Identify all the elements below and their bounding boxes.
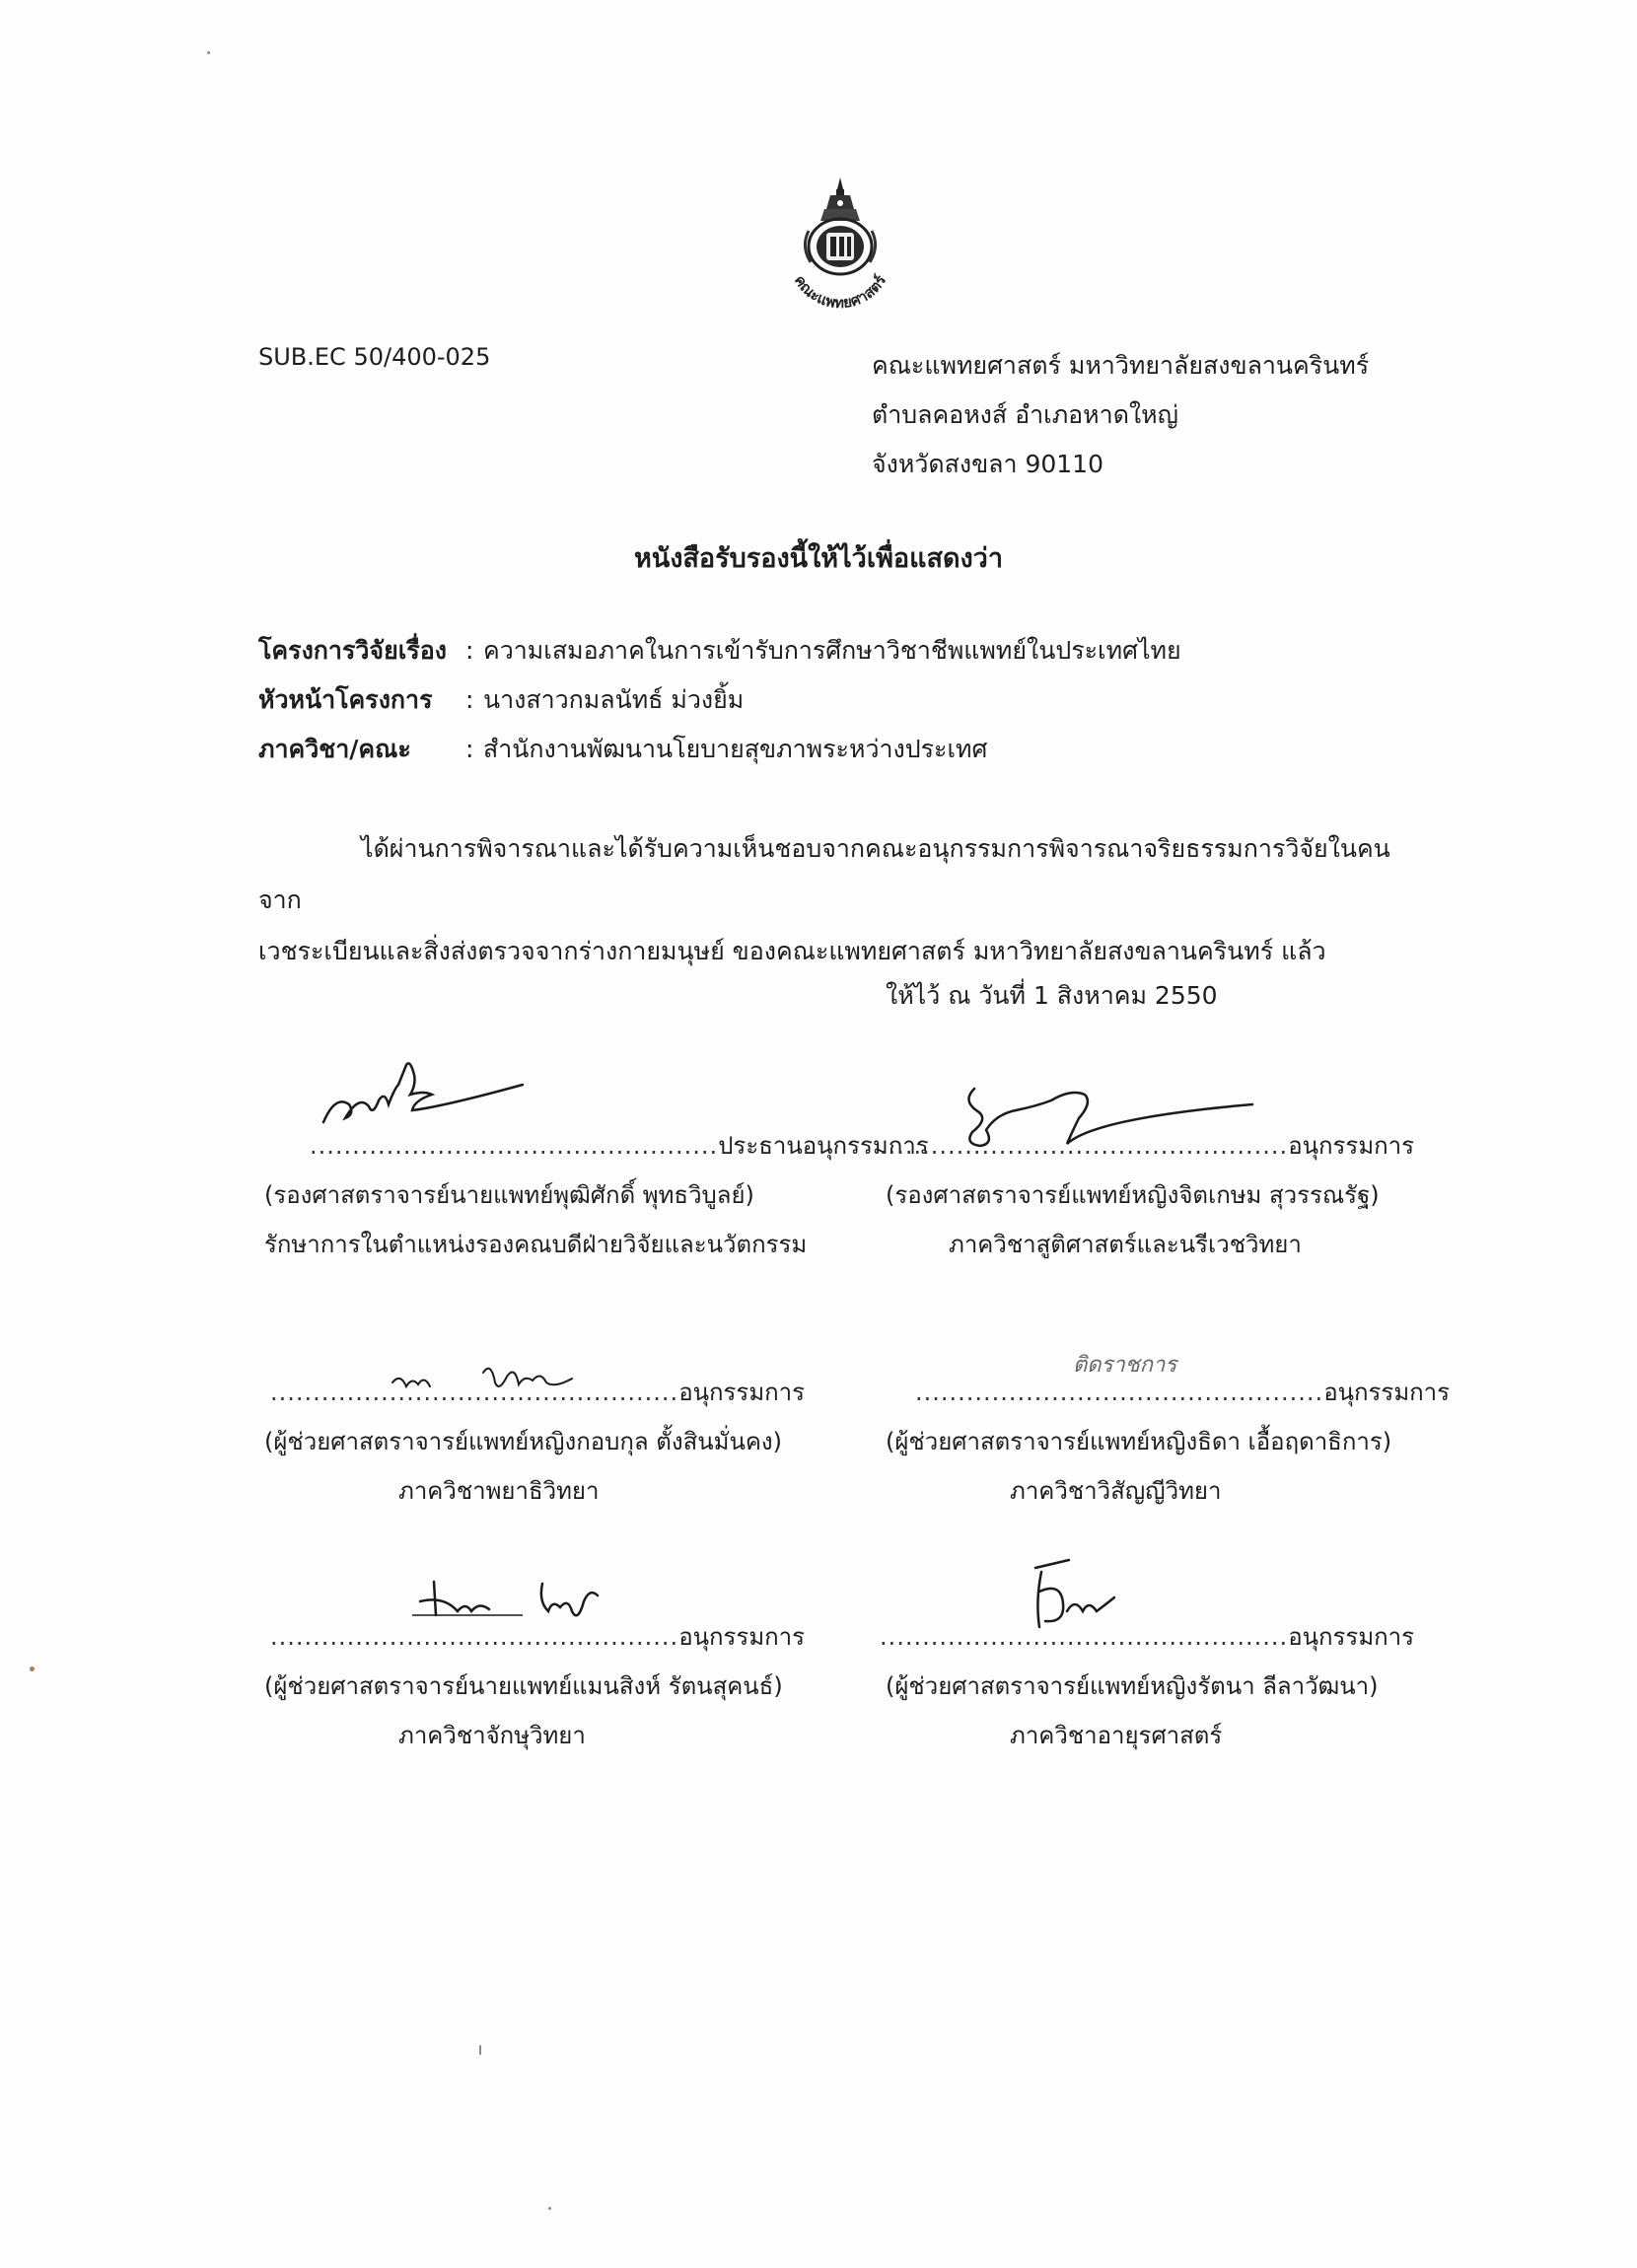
signature-dots: ................................................ [880, 1132, 1289, 1160]
project-head-row [258, 680, 744, 720]
project-title-label: โครงการวิจัยเรื่อง [258, 636, 447, 665]
body-line-2: เวชระเบียนและสิ่งส่งตรวจจากร่างกายมนุษย์ ของคณะแพทยศาสตร์ มหาวิทยาลัยสงขลานครินทร์ แล้ว [258, 937, 1326, 965]
separator: : [465, 735, 474, 763]
seal-text: คณะแพทยศาสตร์ [790, 271, 890, 313]
signature-3-name: (ผู้ช่วยศาสตราจารย์แพทย์หญิงกอบกุล ตั้งสินมั่นคง) [264, 1428, 782, 1455]
signature-dots: ................................................ [880, 1623, 1289, 1651]
project-dept-label: ภาควิชา/คณะ [258, 735, 411, 763]
signature-4-name: (ผู้ช่วยศาสตราจารย์แพทย์หญิงธิดา เอื้อฤดาธิการ) [886, 1428, 1392, 1455]
signature-4-role: อนุกรรมการ [1323, 1379, 1451, 1406]
signature-1-department: รักษาการในตำแหน่งรองคณบดีฝ่ายวิจัยและนวัตกรรม [264, 1231, 808, 1258]
separator: : [465, 636, 474, 665]
body-paragraph [258, 823, 1422, 977]
signature-6-role: อนุกรรมการ [1288, 1623, 1415, 1651]
signature-5-department: ภาควิชาจักษุวิทยา [398, 1722, 586, 1749]
signature-3-department: ภาควิชาพยาธิวิทยา [398, 1477, 600, 1505]
address-line-3: จังหวัดสงขลา 90110 [872, 450, 1103, 478]
faculty-seal-icon [771, 176, 909, 333]
signature-3-line [270, 1373, 805, 1411]
project-dept-value: สำนักงานพัฒนานโยบายสุขภาพระหว่างประเทศ [483, 735, 988, 763]
project-dept-row [258, 730, 987, 769]
signature-4-handwritten-note: ติดราชการ [1073, 1353, 1177, 1378]
signature-6-line [880, 1617, 1414, 1656]
signature-5-line [270, 1617, 805, 1656]
address-line-2: ตำบลคอหงส์ อำเภอหาดใหญ่ [872, 400, 1178, 429]
signature-5-role: อนุกรรมการ [678, 1623, 806, 1651]
project-head-label: หัวหน้าโครงการ [258, 685, 433, 714]
signature-4-line [915, 1373, 1450, 1411]
issue-date: ให้ไว้ ณ วันที่ 1 สิงหาคม 2550 [886, 981, 1218, 1010]
scan-speck [30, 1666, 35, 1671]
signature-2-name: (รองศาสตราจารย์แพทย์หญิงจิตเกษม สุวรรณรัฐ) [886, 1181, 1380, 1209]
body-line-1: ได้ผ่านการพิจารณาและได้รับความเห็นชอบจากคณะอนุกรรมการพิจารณาจริยธรรมการวิจัยในคนจาก [258, 834, 1390, 914]
signature-1-image [316, 1045, 533, 1134]
scan-speck [548, 2207, 551, 2210]
certificate-title: หนังสือรับรองนี้ให้ไว้เพื่อแสดงว่า [633, 543, 1004, 574]
project-title-row [258, 631, 1181, 671]
signature-1-name: (รองศาสตราจารย์นายแพทย์พุฒิศักดิ์ พุทธวิบูลย์) [264, 1181, 754, 1209]
svg-text:คณะแพทยศาสตร์ [791, 271, 890, 312]
signature-6-name: (ผู้ช่วยศาสตราจารย์แพทย์หญิงรัตนา ลีลาวัฒนา) [886, 1672, 1379, 1700]
project-title-value: ความเสมอภาคในการเข้ารับการศึกษาวิชาชีพแพทย์ในประเทศไทย [483, 636, 1181, 665]
signature-4-department: ภาควิชาวิสัญญีวิทยา [1010, 1477, 1222, 1505]
scan-speck [479, 2045, 481, 2055]
signature-6-department: ภาควิชาอายุรศาสตร์ [1010, 1722, 1223, 1749]
signature-2-department: ภาควิชาสูติศาสตร์และนรีเวชวิทยา [949, 1231, 1302, 1258]
project-head-value: นางสาวกมลนัทธ์ ม่วงยิ้ม [483, 685, 745, 714]
reference-number: SUB.EC 50/400-025 [258, 343, 491, 371]
address-line-1: คณะแพทยศาสตร์ มหาวิทยาลัยสงขลานครินทร์ [872, 351, 1370, 380]
signature-3-role: อนุกรรมการ [678, 1379, 806, 1406]
signature-1-line [310, 1126, 929, 1165]
signature-dots: ................................................ [310, 1132, 719, 1160]
scan-speck [207, 51, 210, 54]
signature-2-line [880, 1126, 1414, 1165]
signature-5-name: (ผู้ช่วยศาสตราจารย์นายแพทย์แมนสิงห์ รัตนสุคนธ์) [264, 1672, 783, 1700]
signature-dots: ................................................ [270, 1379, 679, 1406]
signature-1-role: ประธานอนุกรรมการ [718, 1132, 929, 1160]
signature-2-role: อนุกรรมการ [1288, 1132, 1415, 1160]
signature-dots: ................................................ [915, 1379, 1324, 1406]
address-block [872, 341, 1369, 489]
signature-dots: ................................................ [270, 1623, 679, 1651]
separator: : [465, 685, 474, 714]
